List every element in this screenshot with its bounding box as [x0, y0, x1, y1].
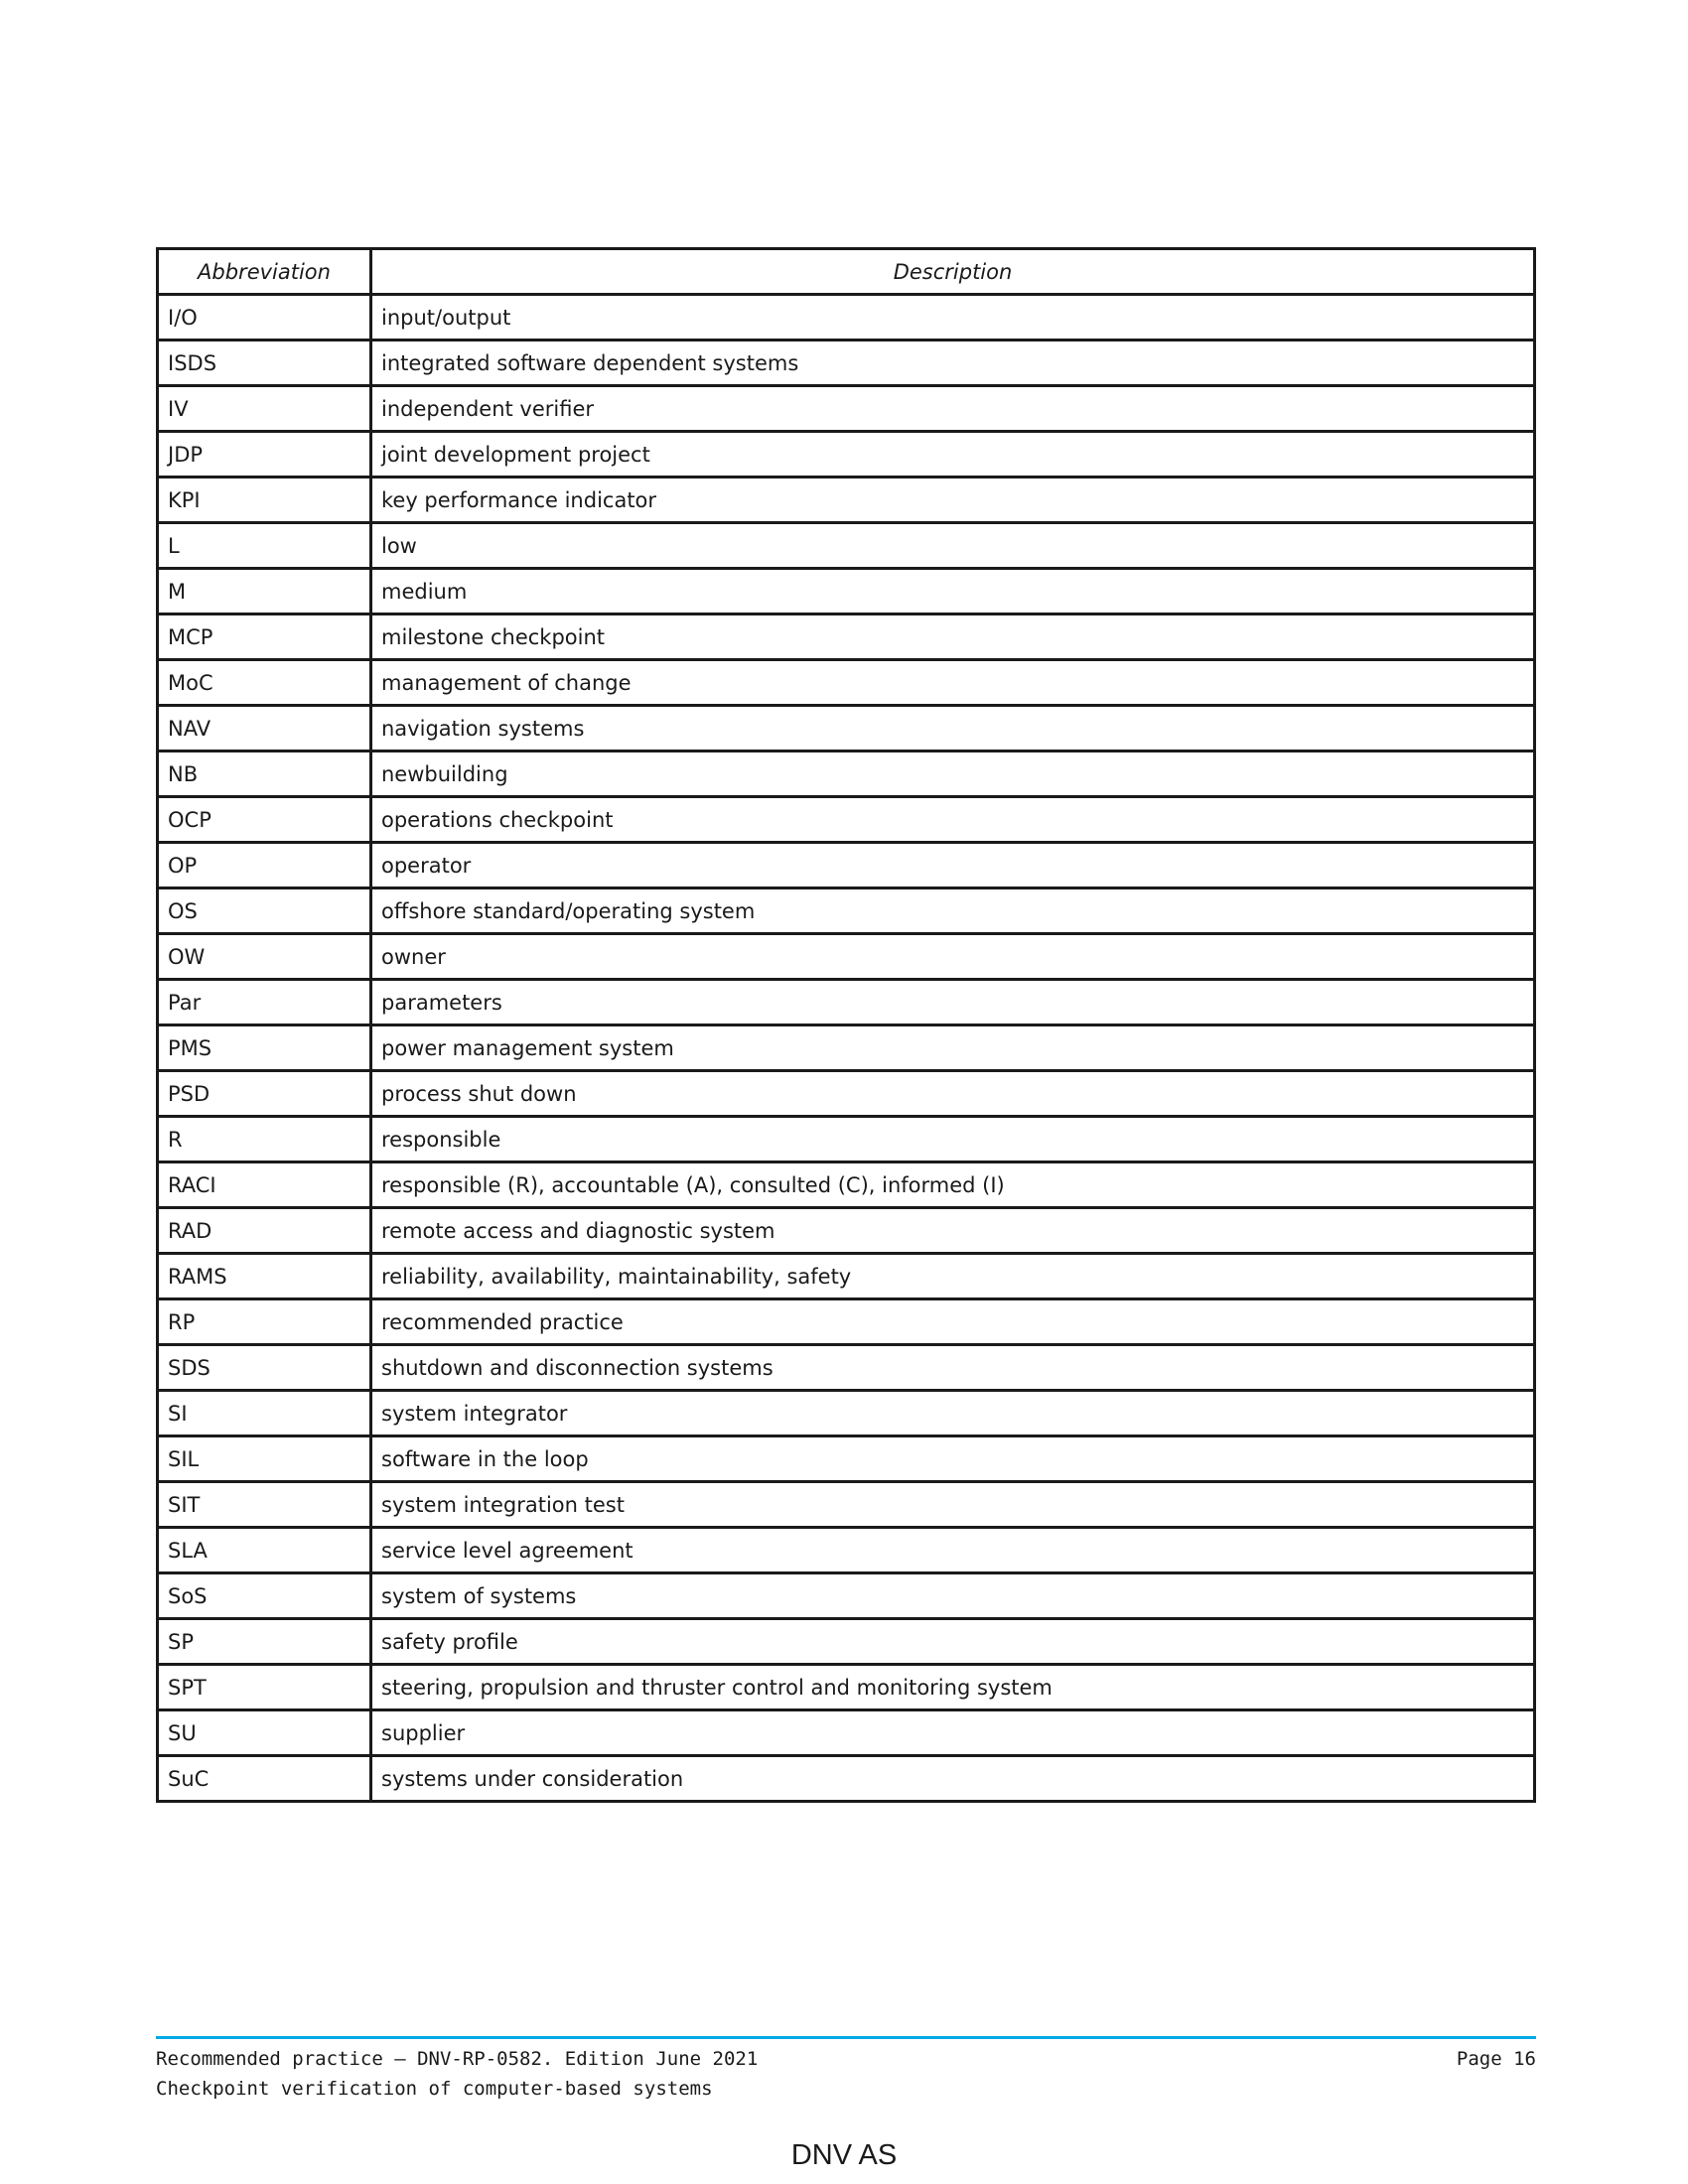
description-cell: joint development project — [371, 432, 1535, 478]
abbreviation-cell: OS — [158, 888, 371, 934]
table-row — [158, 1025, 1535, 1071]
table-row — [158, 1619, 1535, 1665]
header-abbreviation: Abbreviation — [158, 249, 371, 295]
description-cell: integrated software dependent systems — [371, 341, 1535, 386]
abbreviation-cell: R — [158, 1117, 371, 1162]
footer-rule — [156, 2036, 1536, 2039]
description-cell: independent verifier — [371, 386, 1535, 432]
abbreviation-cell: SuC — [158, 1756, 371, 1802]
description-cell: responsible — [371, 1117, 1535, 1162]
description-cell: low — [371, 523, 1535, 569]
table-row — [158, 706, 1535, 751]
table-row — [158, 1345, 1535, 1391]
table-row — [158, 614, 1535, 660]
footer-subtitle: Checkpoint verification of computer-based systems — [156, 2078, 713, 2100]
description-cell: newbuilding — [371, 751, 1535, 797]
table-row — [158, 341, 1535, 386]
description-cell: input/output — [371, 295, 1535, 341]
description-cell: software in the loop — [371, 1436, 1535, 1482]
abbreviation-cell: OCP — [158, 797, 371, 843]
description-cell: milestone checkpoint — [371, 614, 1535, 660]
abbreviation-cell: JDP — [158, 432, 371, 478]
description-cell: recommended practice — [371, 1299, 1535, 1345]
description-cell: operations checkpoint — [371, 797, 1535, 843]
description-cell: parameters — [371, 980, 1535, 1025]
description-cell: medium — [371, 569, 1535, 614]
table-row — [158, 1391, 1535, 1436]
description-cell: supplier — [371, 1710, 1535, 1756]
table-row — [158, 569, 1535, 614]
description-cell: system of systems — [371, 1573, 1535, 1619]
abbreviation-cell: RAD — [158, 1208, 371, 1254]
description-cell: service level agreement — [371, 1528, 1535, 1573]
description-cell: system integration test — [371, 1482, 1535, 1528]
table-header-row — [158, 249, 1535, 295]
abbreviation-cell: SPT — [158, 1665, 371, 1710]
abbreviation-cell: L — [158, 523, 371, 569]
table-row — [158, 660, 1535, 706]
table-body — [158, 295, 1535, 1802]
description-cell: responsible (R), accountable (A), consulted (C), informed (I) — [371, 1162, 1535, 1208]
description-cell: process shut down — [371, 1071, 1535, 1117]
abbreviation-cell: OP — [158, 843, 371, 888]
table-row — [158, 1665, 1535, 1710]
description-cell: offshore standard/operating system — [371, 888, 1535, 934]
abbreviation-cell: RP — [158, 1299, 371, 1345]
description-cell: navigation systems — [371, 706, 1535, 751]
abbreviation-cell: SIT — [158, 1482, 371, 1528]
table-row — [158, 980, 1535, 1025]
abbreviation-cell: KPI — [158, 478, 371, 523]
header-description: Description — [371, 249, 1535, 295]
description-cell: management of change — [371, 660, 1535, 706]
description-cell: key performance indicator — [371, 478, 1535, 523]
table-row — [158, 1573, 1535, 1619]
table-row — [158, 478, 1535, 523]
abbreviation-cell: MCP — [158, 614, 371, 660]
abbreviation-cell: SDS — [158, 1345, 371, 1391]
footer-document-title: Recommended practice — DNV-RP-0582. Edition June 2021 — [156, 2048, 759, 2070]
table-row — [158, 432, 1535, 478]
abbreviation-cell: M — [158, 569, 371, 614]
abbreviation-cell: PSD — [158, 1071, 371, 1117]
table-row — [158, 797, 1535, 843]
table-row — [158, 1208, 1535, 1254]
abbreviation-cell: NB — [158, 751, 371, 797]
abbreviation-cell: RACI — [158, 1162, 371, 1208]
company-name: DNV AS — [790, 2139, 898, 2171]
abbreviation-cell: ISDS — [158, 341, 371, 386]
table-row — [158, 1117, 1535, 1162]
table-row — [158, 1756, 1535, 1802]
table-row — [158, 386, 1535, 432]
table-row — [158, 1528, 1535, 1573]
description-cell: shutdown and disconnection systems — [371, 1345, 1535, 1391]
description-cell: reliability, availability, maintainability, safety — [371, 1254, 1535, 1299]
abbreviations-table — [156, 247, 1536, 1803]
abbreviation-cell: MoC — [158, 660, 371, 706]
description-cell: system integrator — [371, 1391, 1535, 1436]
table-row — [158, 1482, 1535, 1528]
description-cell: systems under consideration — [371, 1756, 1535, 1802]
description-cell: power management system — [371, 1025, 1535, 1071]
table-row — [158, 843, 1535, 888]
description-cell: owner — [371, 934, 1535, 980]
table-row — [158, 888, 1535, 934]
table-row — [158, 1710, 1535, 1756]
abbreviation-cell: SP — [158, 1619, 371, 1665]
description-cell: remote access and diagnostic system — [371, 1208, 1535, 1254]
table-row — [158, 295, 1535, 341]
table-row — [158, 1254, 1535, 1299]
table-row — [158, 1162, 1535, 1208]
abbreviation-cell: SIL — [158, 1436, 371, 1482]
description-cell: steering, propulsion and thruster control and monitoring system — [371, 1665, 1535, 1710]
abbreviation-cell: RAMS — [158, 1254, 371, 1299]
table-row — [158, 934, 1535, 980]
abbreviation-cell: I/O — [158, 295, 371, 341]
abbreviation-cell: OW — [158, 934, 371, 980]
table-row — [158, 751, 1535, 797]
description-cell: operator — [371, 843, 1535, 888]
description-cell: safety profile — [371, 1619, 1535, 1665]
abbreviation-cell: PMS — [158, 1025, 371, 1071]
page-number: Page 16 — [1456, 2048, 1536, 2070]
abbreviation-cell: SoS — [158, 1573, 371, 1619]
table-row — [158, 1436, 1535, 1482]
abbreviation-cell: NAV — [158, 706, 371, 751]
abbreviation-cell: SI — [158, 1391, 371, 1436]
abbreviation-cell: SLA — [158, 1528, 371, 1573]
abbreviation-cell: SU — [158, 1710, 371, 1756]
abbreviation-cell: IV — [158, 386, 371, 432]
table-row — [158, 1071, 1535, 1117]
table-row — [158, 1299, 1535, 1345]
table-row — [158, 523, 1535, 569]
abbreviation-cell: Par — [158, 980, 371, 1025]
